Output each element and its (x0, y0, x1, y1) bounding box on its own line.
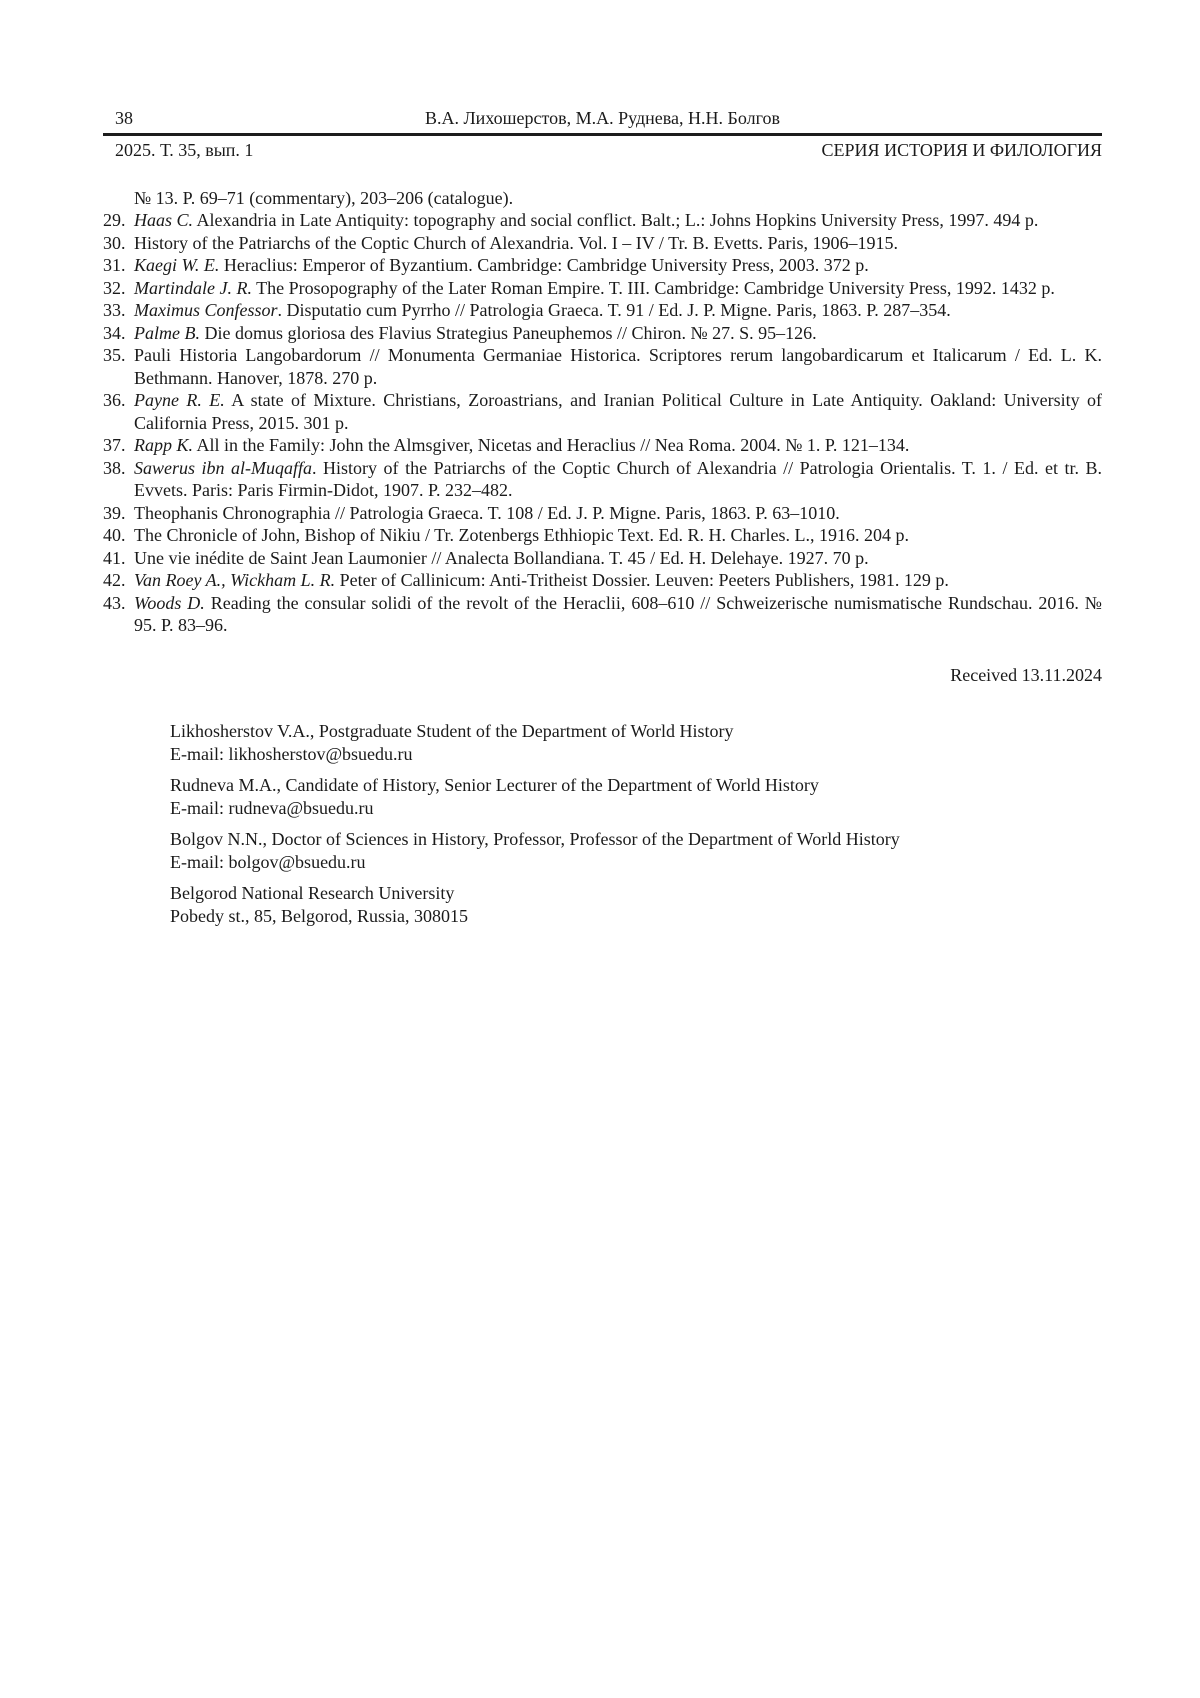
reference-text: Reading the consular solidi of the revolt of the Heraclii, 608–610 // Schweizerische numismatische Rundschau. 2016. № 95. P. 83–96. (134, 592, 1102, 635)
reference-number: 42. (103, 570, 126, 590)
reference-item (103, 524, 1102, 547)
reference-text: Alexandria in Late Antiquity: topography and social conflict. Balt.; L.: Johns Hopkins University Press, 1997. 494 p. (193, 210, 1039, 230)
reference-text: The Prosopography of the Later Roman Empire. T. III. Cambridge: Cambridge University Press, 1992. 1432 p. (251, 277, 1055, 298)
reference-text: . Disputatio cum Pyrrho // Patrologia Graeca. T. 91 / Ed. J. P. Migne. Paris, 1863. P. 287–354. (277, 300, 951, 320)
reference-item (103, 547, 1102, 570)
reference-text: A state of Mixture. Christians, Zoroastrians, and Iranian Political Culture in Late Antiquity. Oakland: University of California Press, 2015. 301 p. (134, 390, 1102, 433)
reference-text: Heraclius: Emperor of Byzantium. Cambridge: Cambridge University Press, 2003. 372 p. (219, 255, 869, 275)
author-email-line: E-mail: bolgov@bsuedu.ru (170, 852, 366, 872)
reference-number: 29. (103, 210, 126, 230)
reference-item (103, 232, 1102, 255)
running-head-row (103, 106, 1102, 130)
reference-number: 32. (103, 277, 126, 298)
reference-number: 37. (103, 435, 126, 455)
reference-author: Sawerus ibn al-Muqaffa (134, 457, 313, 478)
reference-number: 31. (103, 255, 126, 275)
reference-text: Theophanis Chronographia // Patrologia Graeca. T. 108 / Ed. J. P. Migne. Paris, 1863. P. 63–1010. (134, 502, 840, 523)
reference-item (103, 344, 1102, 389)
reference-number: 43. (103, 592, 126, 613)
reference-item (103, 502, 1102, 525)
reference-number: 30. (103, 232, 126, 253)
issue-info: 2025. Т. 35, вып. 1 (115, 139, 254, 160)
reference-number: 35. (103, 345, 126, 365)
affiliation-name: Belgorod National Research University (170, 883, 455, 903)
reference-item (103, 209, 1102, 232)
header-rule (103, 133, 1102, 136)
page-header (103, 106, 1102, 161)
reference-author: Rapp K. (134, 435, 194, 455)
reference-author: Kaegi W. E. (134, 255, 220, 275)
reference-text: The Chronicle of John, Bishop of Nikiu / Tr. Zotenbergs Ethhiopic Text. Ed. R. H. Charles. L., 1916. 204 p. (134, 525, 910, 545)
reference-text: . History of the Patriarchs of the Coptic Church of Alexandria // Patrologia Orientalis. T. 1. / Ed. et tr. B. Evvets. Paris: Paris Firmin-Didot, 1907. P. 232–482. (134, 457, 1102, 500)
author-role-line: Likhosherstov V.A., Postgraduate Student of the Department of World History (170, 721, 734, 741)
references-list (103, 187, 1102, 637)
reference-item (103, 254, 1102, 277)
reference-item (103, 299, 1102, 322)
reference-item (103, 322, 1102, 345)
author-info-section (170, 720, 1102, 928)
reference-number: 34. (103, 322, 126, 343)
reference-text: All in the Family: John the Almsgiver, Nicetas and Heraclius // Nea Roma. 2004. № 1. P. 121–134. (193, 435, 910, 455)
reference-item (103, 434, 1102, 457)
reference-item (103, 457, 1102, 502)
author-role-line: Rudneva M.A., Candidate of History, Senior Lecturer of the Department of World History (170, 775, 819, 795)
reference-text: History of the Patriarchs of the Coptic Church of Alexandria. Vol. I – IV / Tr. B. Evetts. Paris, 1906–1915. (134, 232, 898, 253)
reference-author: Van Roey A., Wickham L. R. (134, 570, 336, 590)
author-email-line: E-mail: rudneva@bsuedu.ru (170, 798, 374, 818)
reference-item (103, 569, 1102, 592)
reference-author: Maximus Confessor (134, 300, 278, 320)
reference-text: Pauli Historia Langobardorum // Monumenta Germaniae Historica. Scriptores rerum langobardicarum et Italicarum / Ed. L. K. Bethmann. Hanover, 1878. 270 p. (134, 345, 1102, 388)
reference-number: 39. (103, 502, 126, 523)
reference-author: Payne R. E. (134, 390, 225, 410)
reference-number: 33. (103, 300, 126, 320)
reference-item (103, 389, 1102, 434)
author-email-line: E-mail: likhosherstov@bsuedu.ru (170, 744, 413, 764)
series-title: СЕРИЯ ИСТОРИЯ И ФИЛОЛОГИЯ (821, 139, 1102, 160)
page-number: 38 (115, 108, 133, 128)
reference-author: Woods D. (134, 592, 205, 613)
reference-number: 38. (103, 457, 126, 478)
affiliation-address: Pobedy st., 85, Belgorod, Russia, 308015 (170, 906, 469, 926)
reference-text: Die domus gloriosa des Flavius Strategius Paneuphemos // Chiron. № 27. S. 95–126. (199, 322, 817, 343)
author-info-block (170, 828, 1102, 874)
reference-item (103, 592, 1102, 637)
running-head-authors: В.А. Лихошерстов, М.А. Руднева, Н.Н. Болгов (424, 108, 781, 128)
author-role-line: Bolgov N.N., Doctor of Sciences in History, Professor, Professor of the Department of World History (170, 829, 900, 849)
reference-number: 40. (103, 525, 126, 545)
reference-carryover: № 13. P. 69–71 (commentary), 203–206 (catalogue). (134, 187, 514, 208)
reference-number: 36. (103, 390, 126, 410)
author-info-block (170, 720, 1102, 766)
affiliation-block (170, 882, 1102, 928)
reference-number: 41. (103, 547, 126, 568)
reference-item (103, 277, 1102, 300)
reference-text: Une vie inédite de Saint Jean Laumonier // Analecta Bollandiana. T. 45 / Ed. H. Delehaye. 1927. 70 p. (134, 547, 869, 568)
reference-text: Peter of Callinicum: Anti-Tritheist Dossier. Leuven: Peeters Publishers, 1981. 129 p. (335, 570, 949, 590)
reference-author: Martindale J. R. (134, 277, 252, 298)
reference-author: Haas C. (134, 210, 194, 230)
reference-author: Palme B. (134, 322, 200, 343)
author-info-block (170, 774, 1102, 820)
received-note: Received 13.11.2024 (950, 664, 1102, 685)
issue-row (103, 139, 1102, 161)
